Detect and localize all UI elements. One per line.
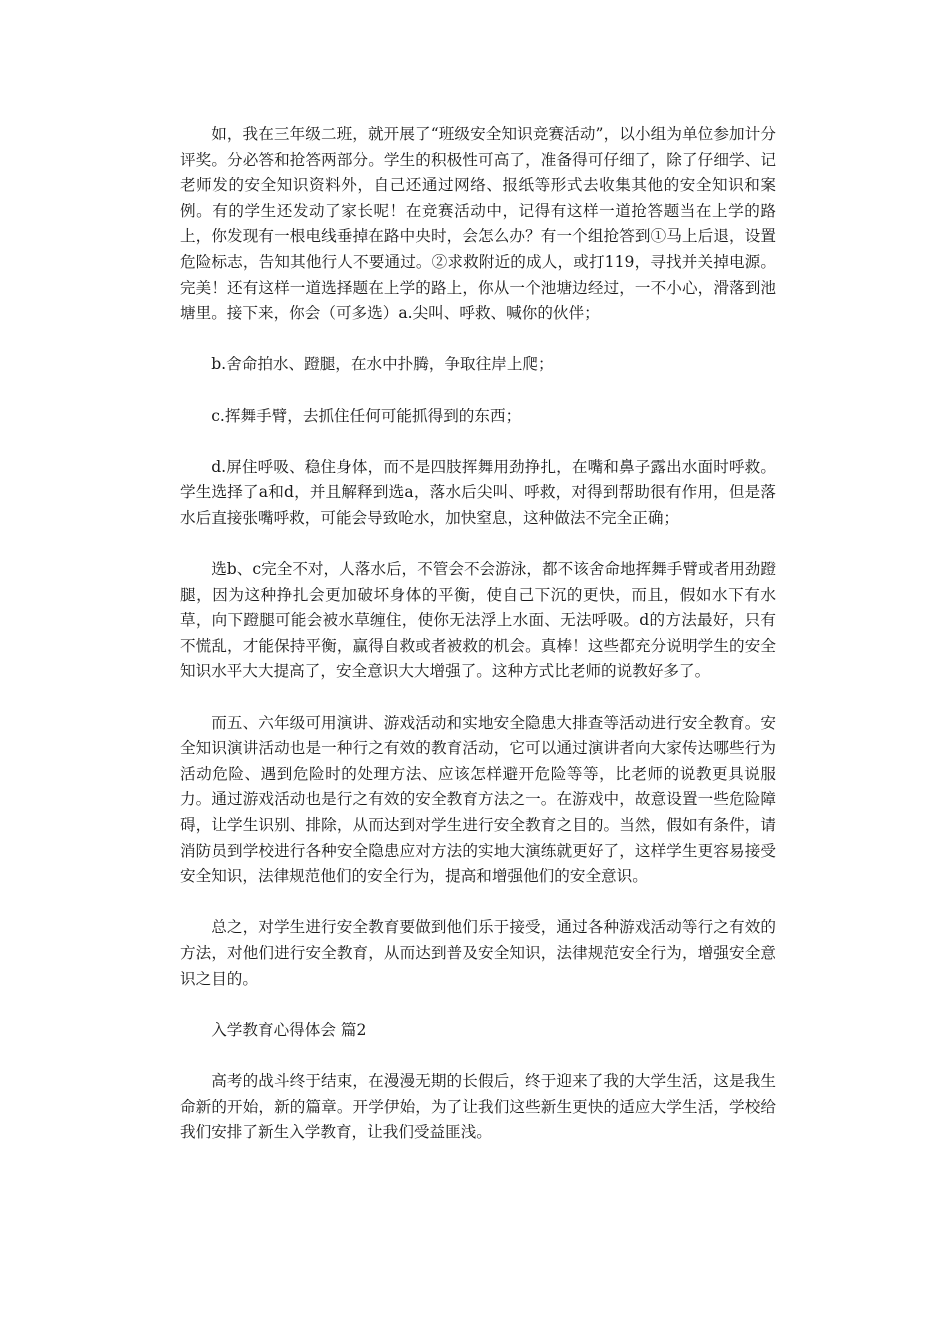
section-heading: 入学教育心得体会 篇2 (211, 1020, 367, 1039)
paragraph-option-b: b.舍命拍水、蹬腿，在水中扑腾，争取往岸上爬； (211, 355, 554, 374)
paragraph-conclusion: 总之，对学生进行安全教育要做到他们乐于接受，通过各种游戏活动等行之有效的方法，对他们进行安全教育，从而达到普及安全知识，法律规范安全行为，增强安全意识之目的。 (180, 918, 776, 988)
paragraph-analysis: 选b、c完全不对，人落水后，不管会不会游泳，都不该舍命地挥舞手臂或者用劲蹬腿，因为这种挣扎会更加破坏身体的平衡，使自己下沉的更快，而且，假如水下有水草，向下蹬腿可能会被水草缠住，使你无法浮上水面、无法呼吸。d的方法最好，只有不慌乱，才能保持平衡，赢得自救或者被救的机会。真棒！这些都充分说明学生的安全知识水平大大提高了，安全意识大大增强了。这种方式比老师的说教好多了。 (180, 560, 776, 681)
document-body (180, 122, 776, 1171)
paragraph-option-c: c.挥舞手臂，去抓住任何可能抓得到的东西； (211, 406, 522, 425)
paragraph-competition: 如，我在三年级二班，就开展了“班级安全知识竞赛活动”，以小组为单位参加计分评奖。分必答和抢答两部分。学生的积极性可高了，准备得可仔细了，除了仔细学、记老师发的安全知识资料外，自己还通过网络、报纸等形式去收集其他的安全知识和案例。有的学生还发动了家长呢！在竞赛活动中，记得有这样一道抢答题当在上学的路上，你发现有一根电线垂掉在路中央时，会怎么办？有一个组抢答到①马上后退，设置危险标志，告知其他行人不要通过。②求救附近的成人，或打119，寻找并关掉电源。完美！还有这样一道选择题在上学的路上，你从一个池塘边经过，一不小心，滑落到池塘里。接下来，你会（可多选）a.尖叫、呼救、喊你的伙伴； (180, 125, 776, 323)
paragraph-option-d: d.屏住呼吸、稳住身体，而不是四肢挥舞用劲挣扎，在嘴和鼻子露出水面时呼救。学生选择了a和d，并且解释到选a，落水后尖叫、呼救，对得到帮助很有作用，但是落水后直接张嘴呼救，可能会导致呛水，加快窒息，这种做法不完全正确； (180, 457, 776, 527)
paragraph-college-start: 高考的战斗终于结束，在漫漫无期的长假后，终于迎来了我的大学生活，这是我生命新的开始，新的篇章。开学伊始，为了让我们这些新生更快的适应大学生活，学校给我们安排了新生入学教育，让我们受益匪浅。 (180, 1071, 776, 1142)
paragraph-grades-five-six: 而五、六年级可用演讲、游戏活动和实地安全隐患大排查等活动进行安全教育。安全知识演讲活动也是一种行之有效的教育活动，它可以通过演讲者向大家传达哪些行为活动危险、遇到危险时的处理方法、应该怎样避开危险等等，比老师的说教更具说服力。通过游戏活动也是行之有效的安全教育方法之一。在游戏中，故意设置一些危险障碍，让学生识别、排除，从而达到对学生进行安全教育之目的。当然，假如有条件，请消防员到学校进行各种安全隐患应对方法的实地大演练就更好了，这样学生更容易接受安全知识，法律规范他们的安全行为，提高和增强他们的安全意识。 (180, 713, 776, 886)
